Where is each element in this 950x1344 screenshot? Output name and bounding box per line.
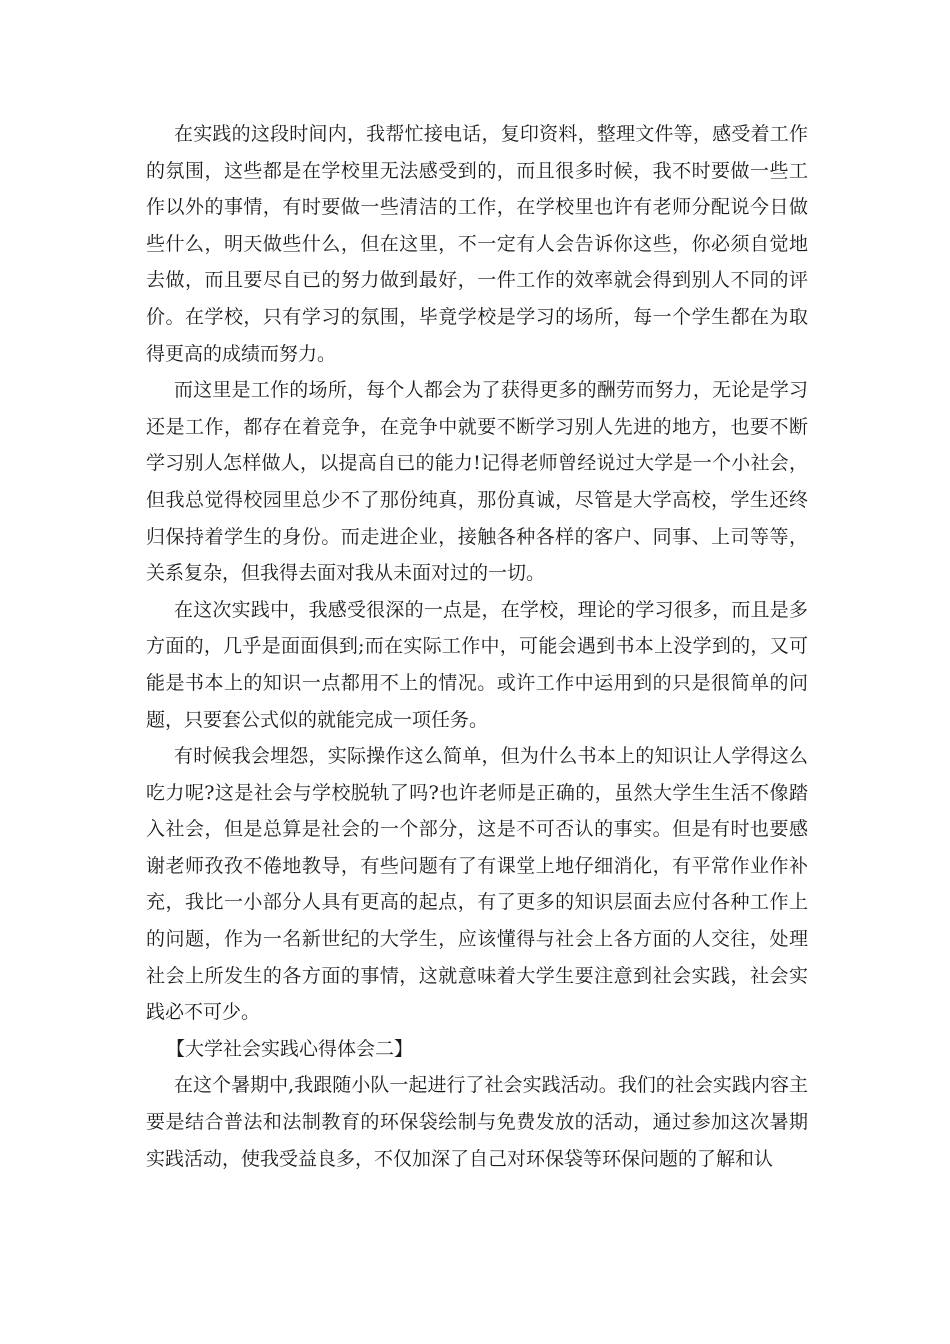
body-paragraph-1: 在实践的这段时间内，我帮忙接电话，复印资料，整理文件等，感受着工作的氛围，这些都是在学校里无法感受到的，而且很多时候，我不时要做一些工作以外的事情，有时要做一些清洁的工作，在学校里也许有老师分配说今日做些什么，明天做些什么，但在这里，不一定有人会告诉你这些，你必须自觉地去做，而且要尽自已的努力做到最好，一件工作的效率就会得到别人不同的评价。在学校，只有学习的氛围，毕竟学校是学习的场所，每一个学生都在为取得更高的成绩而努力。 — [146, 123, 808, 365]
document-body — [146, 116, 808, 1177]
body-paragraph-5: 在这个暑期中,我跟随小队一起进行了社会实践活动。我们的社会实践内容主要是结合普法和法制教育的环保袋绘制与免费发放的活动，通过参加这次暑期实践活动，使我受益良多，不仅加深了自己对环保袋等环保问题的了解和认 — [146, 1074, 808, 1170]
body-paragraph-2: 而这里是工作的场所，每个人都会为了获得更多的酬劳而努力，无论是学习还是工作，都存在着竞争，在竞争中就要不断学习别人先进的地方，也要不断学习别人怎样做人，以提高自已的能力!记得老师曾经说过大学是一个小社会，但我总觉得校园里总少不了那份纯真，那份真诚，尽管是大学高校，学生还终归保持着学生的身份。而走进企业，接触各种各样的客户、同事、上司等等，关系复杂，但我得去面对我从未面对过的一切。 — [146, 379, 808, 585]
body-paragraph-3: 在这次实践中，我感受很深的一点是，在学校，理论的学习很多，而且是多方面的，几乎是面面俱到;而在实际工作中，可能会遇到书本上没学到的，又可能是书本上的知识一点都用不上的情况。或许工作中运用到的只是很简单的问题，只要套公式似的就能完成一项任务。 — [146, 598, 808, 731]
section-heading: 【大学社会实践心得体会二】 — [166, 1037, 414, 1060]
body-paragraph-4: 有时候我会埋怨，实际操作这么简单，但为什么书本上的知识让人学得这么吃力呢?这是社会与学校脱轨了吗?也许老师是正确的，虽然大学生生活不像踏入社会，但是总算是社会的一个部分，这是不可否认的事实。但是有时也要感谢老师孜孜不倦地教导，有些问题有了有课堂上地仔细消化，有平常作业作补充，我比一小部分人具有更高的起点，有了更多的知识层面去应付各种工作上的问题，作为一名新世纪的大学生，应该懂得与社会上各方面的人交往，处理社会上所发生的各方面的事情，这就意味着大学生要注意到社会实践，社会实践必不可少。 — [146, 745, 808, 1024]
